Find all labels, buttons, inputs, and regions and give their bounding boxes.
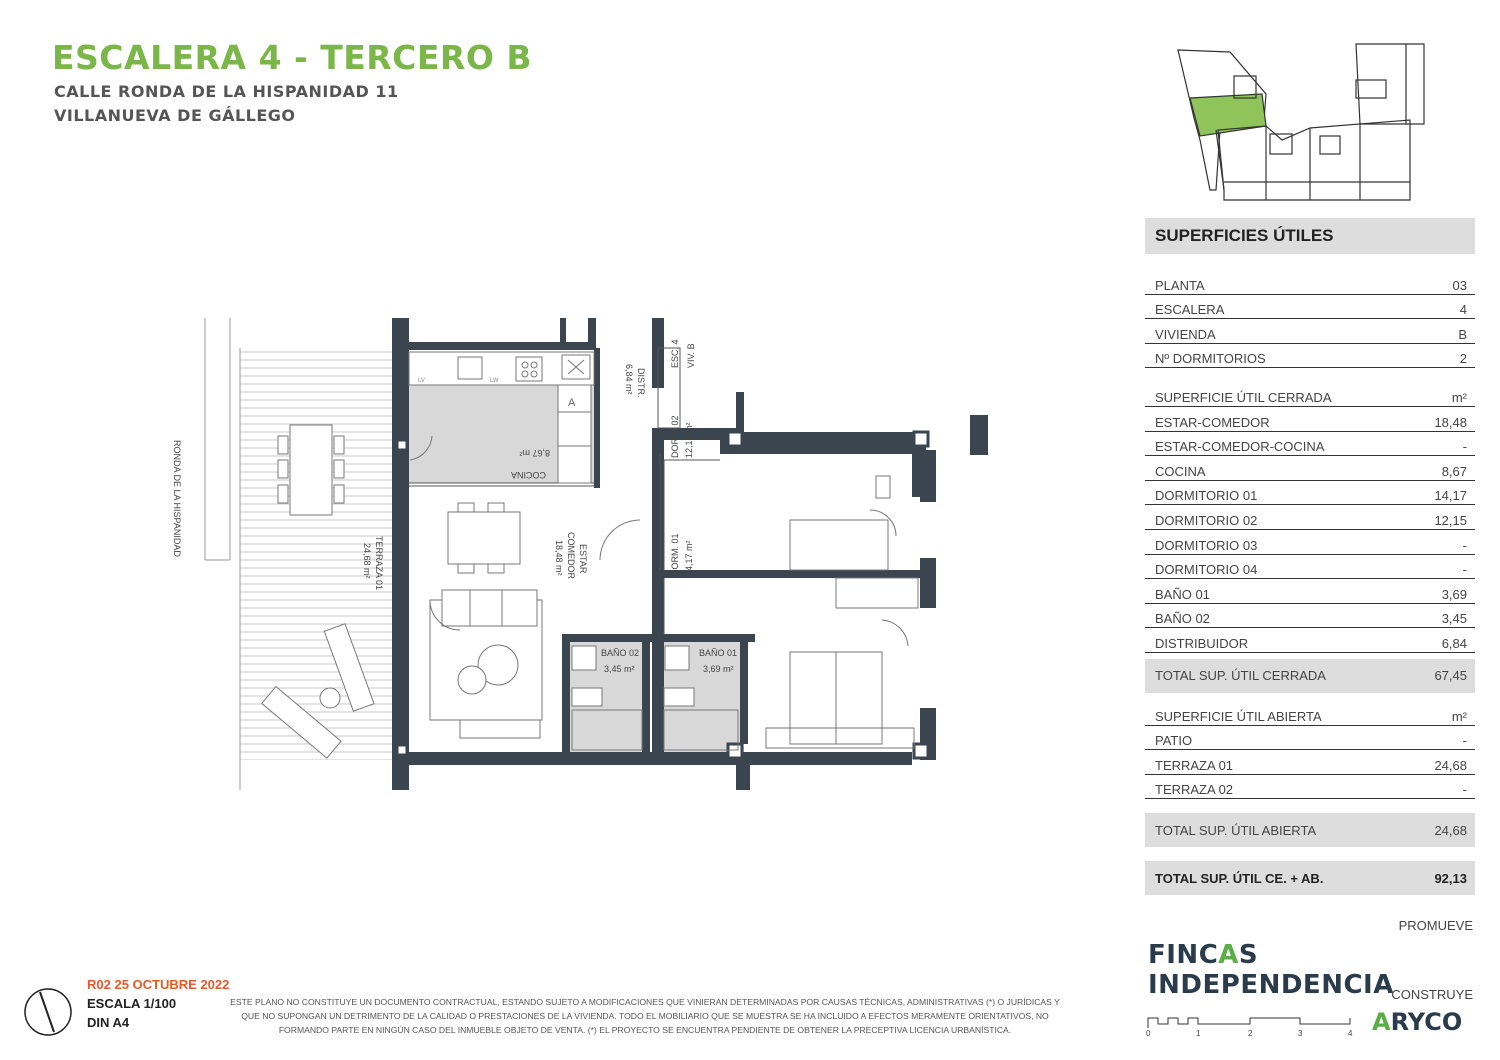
row-label: ESCALERA (1155, 302, 1225, 318)
table-heading: SUPERFICIES ÚTILES (1145, 218, 1475, 254)
row-label: DORMITORIO 03 (1155, 537, 1258, 553)
table-row (1145, 530, 1475, 555)
table-row (1145, 344, 1475, 369)
row-value: 2 (1459, 351, 1467, 367)
label-comedor: COMEDOR (566, 532, 576, 579)
disclaimer (205, 995, 1085, 1037)
table-row (1145, 295, 1475, 320)
table-row (1145, 750, 1475, 775)
row-label: VIVIENDA (1155, 326, 1216, 342)
label-dorm01: DORM. 01 (670, 533, 680, 576)
promueve-label: PROMUEVE (1398, 918, 1473, 933)
row-value: - (1462, 782, 1467, 798)
scale-bar (1144, 1010, 1364, 1040)
row-value: 14,17 (1434, 488, 1467, 504)
total-abierta-label: TOTAL SUP. ÚTIL ABIERTA (1155, 822, 1317, 838)
row-label: ESTAR-COMEDOR (1155, 414, 1270, 430)
address-street: CALLE RONDA DE LA HISPANIDAD 11 (54, 82, 399, 101)
row-label: DISTRIBUIDOR (1155, 635, 1249, 651)
construye-label: CONSTRUYE (1391, 987, 1473, 1002)
row-label: DORMITORIO 04 (1155, 562, 1258, 578)
label-bano02: BAÑO 02 (601, 648, 640, 658)
street-label: RONDA DE LA HISPANIDAD (172, 440, 182, 557)
promoter-logo-b: A (1218, 940, 1239, 970)
row-label: PLANTA (1155, 277, 1205, 293)
builder-logo-a: A (1372, 1008, 1391, 1036)
disclaimer-line-1: ESTE PLANO NO CONSTITUYE UN DOCUMENTO CONTRACTUAL, ESTANDO SUJETO A MODIFICACIONES QUE VINIERAN DETERMINADAS POR CAUSAS TÉCNICAS, ADMINISTRATIVAS (*) O JURÍDICAS Y (230, 997, 1060, 1007)
areas-table (1145, 218, 1475, 895)
scale-tick-3: 3 (1298, 1029, 1303, 1038)
label-viv: VIV. B (686, 343, 696, 368)
promoter-logo-a: FINC (1148, 940, 1219, 970)
cerrada-header-label: SUPERFICIE ÚTIL CERRADA (1155, 389, 1332, 405)
table-row (1145, 555, 1475, 580)
table-row (1145, 407, 1475, 432)
row-label: ESTAR-COMEDOR-COCINA (1155, 439, 1325, 455)
row-label: COCINA (1155, 463, 1206, 479)
builder-logo-b: RYCO (1390, 1008, 1463, 1036)
north-arrow-icon (22, 986, 74, 1038)
row-value: 6,84 (1441, 635, 1467, 651)
area-terraza: 24,68 m² (362, 543, 372, 579)
label-dorm02: DORM. 02 (670, 415, 680, 458)
table-row (1145, 775, 1475, 800)
builder-logo (1372, 1008, 1462, 1036)
row-value: 18,48 (1434, 414, 1467, 430)
row-label: BAÑO 02 (1155, 611, 1210, 627)
kitchen-label-lw: LW (490, 378, 499, 384)
table-row (1145, 432, 1475, 457)
address-town: VILLANUEVA DE GÁLLEGO (54, 106, 296, 125)
total-cerrada-value: 67,45 (1434, 668, 1467, 684)
area-bano01: 3,69 m² (703, 664, 734, 674)
table-row (1145, 604, 1475, 629)
row-label: BAÑO 01 (1155, 586, 1210, 602)
row-value: - (1462, 439, 1467, 455)
row-label: DORMITORIO 01 (1155, 488, 1258, 504)
table-row (1145, 319, 1475, 344)
format-label: DIN A4 (87, 1015, 130, 1030)
grand-total-label: TOTAL SUP. ÚTIL CE. + AB. (1155, 870, 1324, 886)
area-dorm02: 12,15 m² (684, 422, 694, 458)
row-value: 8,67 (1441, 463, 1467, 479)
row-value: - (1462, 562, 1467, 578)
kitchen-label-a: A (568, 397, 576, 409)
row-label: TERRAZA 01 (1155, 757, 1234, 773)
grand-total (1145, 861, 1475, 895)
label-cocina: COCINA (510, 470, 546, 480)
key-plan (1170, 40, 1430, 205)
scale-label: ESCALA 1/100 (87, 996, 177, 1011)
scale-tick-0: 0 (1146, 1029, 1151, 1038)
area-cocina: 8,67 m² (519, 448, 550, 458)
label-distr: DISTR. (636, 368, 646, 398)
label-estar: ESTAR (578, 544, 588, 574)
row-label: PATIO (1155, 733, 1193, 749)
scale-tick-1: 1 (1196, 1029, 1201, 1038)
cerrada-header-unit: m² (1451, 389, 1467, 405)
row-value: B (1458, 326, 1467, 342)
total-cerrada (1145, 659, 1475, 693)
total-abierta-value: 24,68 (1434, 822, 1467, 838)
row-value: 24,68 (1434, 757, 1467, 773)
disclaimer-line-2: QUE NO SUPONGAN UN DETRIMENTO DE LA CALIDAD O PRESTACIONES DE LA VIVIENDA. TODO EL MOBILIARIO QUE SE MUESTRA SE HA INCLUIDO A EFECTOS MERAMENTE ORIENTATIVOS, NO (241, 1011, 1049, 1021)
row-value: 03 (1452, 277, 1467, 293)
total-cerrada-label: TOTAL SUP. ÚTIL CERRADA (1155, 668, 1326, 684)
scale-tick-4: 4 (1348, 1029, 1353, 1038)
promoter-logo-c: S INDEPENDENCIA (1148, 940, 1394, 1000)
abierta-header-label: SUPERFICIE ÚTIL ABIERTA (1155, 708, 1322, 724)
table-row (1145, 628, 1475, 653)
scale-tick-2: 2 (1248, 1029, 1253, 1038)
table-row (1145, 726, 1475, 751)
row-value: - (1462, 733, 1467, 749)
revision-label: R02 25 OCTUBRE 2022 (87, 977, 230, 992)
area-distr: 6,84 m² (624, 364, 634, 395)
label-bano01: BAÑO 01 (699, 648, 738, 658)
table-row (1145, 481, 1475, 506)
table-row (1145, 456, 1475, 481)
row-label: TERRAZA 02 (1155, 782, 1234, 798)
page-title: ESCALERA 4 - TERCERO B (52, 38, 533, 77)
kitchen-label-lv: LV (418, 378, 425, 384)
row-value: 12,15 (1434, 512, 1467, 528)
label-esc: ESC. 4 (670, 339, 680, 368)
table-row (1145, 505, 1475, 530)
grand-total-value: 92,13 (1434, 870, 1467, 886)
area-estar: 18,48 m² (554, 540, 564, 576)
abierta-header-unit: m² (1451, 708, 1467, 724)
row-value: - (1462, 537, 1467, 553)
table-row (1145, 579, 1475, 604)
area-dorm01: 14,17 m² (684, 540, 694, 576)
abierta-header (1145, 701, 1475, 726)
label-terraza: TERRAZA 01 (374, 536, 384, 591)
disclaimer-line-3: FORMANDO PARTE EN NINGÚN CASO DEL INMUEBLE OBJETO DE VENTA. (*) EL PROYECTO SE ENCUENTRA PENDIENTE DE OBTENER LA PRECEPTIVA LICENCIA URBANÍSTICA. (278, 1025, 1012, 1035)
row-label: DORMITORIO 02 (1155, 512, 1258, 528)
row-value: 3,45 (1441, 611, 1467, 627)
area-bano02: 3,45 m² (604, 664, 635, 674)
row-value: 4 (1459, 302, 1467, 318)
table-row (1145, 270, 1475, 295)
total-abierta (1145, 813, 1475, 847)
floor-plan (160, 300, 1000, 800)
row-value: 3,69 (1441, 586, 1467, 602)
cerrada-header (1145, 382, 1475, 407)
row-label: Nº DORMITORIOS (1155, 351, 1266, 367)
